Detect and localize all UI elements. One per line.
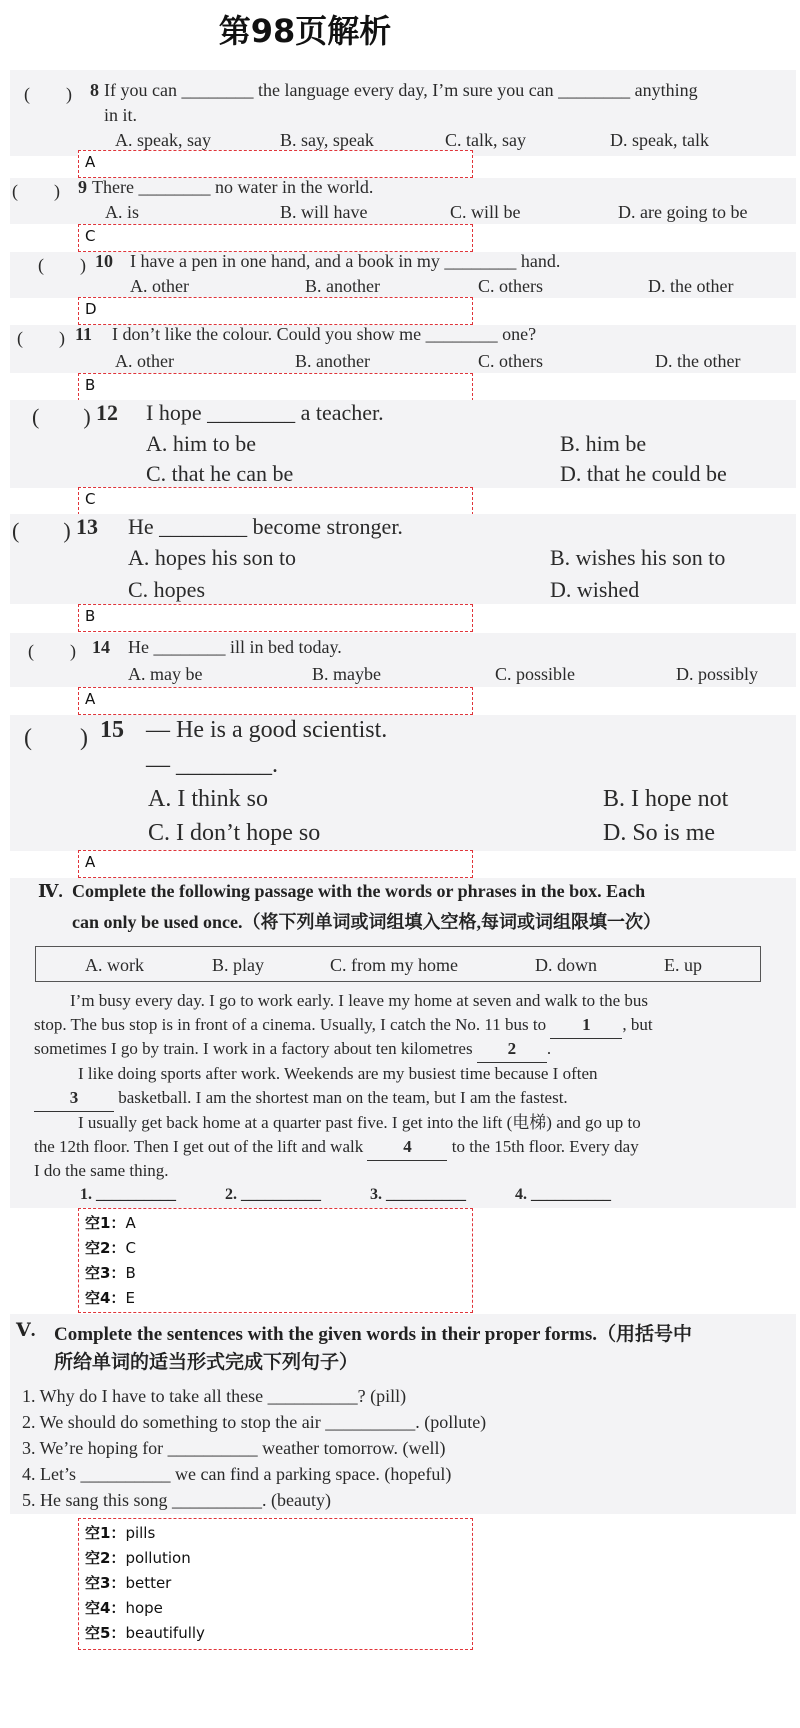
question-12-bracket: ( ) <box>32 404 91 429</box>
answer-8: A <box>85 153 96 171</box>
word-box-option-e: E. up <box>664 955 702 975</box>
answer-label: 空5： <box>85 1624 126 1642</box>
question-8-stem-cont: in it. <box>104 105 138 125</box>
section-4-heading-cont: can only be used once.（将下列单词或词组填入空格,每词或词组限填一次） <box>72 912 662 932</box>
sentence-4: 4. Let’s __________ we can find a parking space. (hopeful) <box>22 1464 452 1484</box>
question-12-option-a: A. him to be <box>146 431 256 456</box>
question-9-stem: There ________ no water in the world. <box>92 177 374 197</box>
passage-line-3-text: sometimes I go by train. I work in a factory about ten kilometres <box>34 1039 473 1058</box>
passage-line-1: I’m busy every day. I go to work early. I leave my home at seven and walk to the bus <box>70 991 648 1010</box>
question-12-option-c: C. that he can be <box>146 461 294 486</box>
answer-value: pills <box>125 1524 156 1542</box>
question-12-stem: I hope ________ a teacher. <box>146 400 384 425</box>
question-8-option-c: C. talk, say <box>445 130 526 150</box>
sentence-5: 5. He sang this song __________. (beauty) <box>22 1490 331 1510</box>
question-13-bracket: ( ) <box>12 518 71 543</box>
question-11-number: 11 <box>75 324 93 344</box>
answer-label: 空3： <box>85 1264 126 1282</box>
word-box-option-d: D. down <box>535 955 597 975</box>
question-11-option-b: B. another <box>295 351 370 371</box>
question-15-number: 15 <box>100 717 124 743</box>
answer-11: B <box>85 376 96 394</box>
answer-15: A <box>85 853 96 871</box>
answer-value: C <box>125 1239 136 1257</box>
passage-line-7 <box>34 1135 639 1161</box>
question-12-number: 12 <box>96 400 118 425</box>
passage-line-2 <box>34 1013 653 1039</box>
question-15-option-d: D. So is me <box>603 820 716 846</box>
passage-blank-4: 4 <box>367 1135 447 1161</box>
section-5-heading-cont: 所给单词的适当形式完成下列句子） <box>54 1352 359 1373</box>
word-box-option-c: C. from my home <box>330 955 458 975</box>
question-11-bracket: ( ) <box>17 328 65 348</box>
question-12-option-d: D. that he could be <box>560 461 727 486</box>
section-4-heading: Complete the following passage with the words or phrases in the box. Each <box>72 881 646 901</box>
question-13-option-d: D. wished <box>550 577 640 602</box>
passage-blank-3: 3 <box>34 1086 114 1112</box>
word-box-option-a: A. work <box>85 955 144 975</box>
answer-row <box>85 1521 466 1546</box>
answer-row <box>85 1621 466 1646</box>
answer-box-15 <box>78 850 473 878</box>
answer-value: pollution <box>125 1549 191 1567</box>
question-15-option-a: A. I think so <box>148 786 268 812</box>
fill-label-1: 1. __________ <box>80 1186 176 1203</box>
passage-line-7-end: to the 15th floor. Every day <box>451 1137 639 1156</box>
question-8-option-a: A. speak, say <box>115 130 211 150</box>
answer-label: 空2： <box>85 1239 126 1257</box>
question-14-option-d: D. possibly <box>676 664 759 684</box>
question-15-stem-cont: — ________. <box>146 752 278 778</box>
question-13-option-a: A. hopes his son to <box>128 545 297 570</box>
passage-line-4: I like doing sports after work. Weekends are my busiest time because I often <box>78 1064 598 1083</box>
passage-blank-2: 2 <box>477 1037 547 1063</box>
question-15-stem: — He is a good scientist. <box>146 717 388 743</box>
section-4-number: Ⅳ. <box>38 881 63 901</box>
question-11-option-a: A. other <box>115 351 174 371</box>
question-12-option-b: B. him be <box>560 431 647 456</box>
passage-line-5 <box>34 1086 568 1112</box>
question-8-option-b: B. say, speak <box>280 130 374 150</box>
question-8-bracket: ( ) <box>24 84 72 104</box>
answer-13: B <box>85 607 96 625</box>
answer-label: 空1： <box>85 1214 126 1232</box>
passage-line-3-end: . <box>546 1039 552 1058</box>
answer-10: D <box>85 300 97 318</box>
question-9-number: 9 <box>78 177 87 197</box>
answer-row <box>85 1546 466 1571</box>
answer-label: 空3： <box>85 1574 126 1592</box>
question-9-option-b: B. will have <box>280 202 368 222</box>
question-13-number: 13 <box>76 514 98 539</box>
answer-box-11 <box>78 373 473 401</box>
fill-label-2: 2. __________ <box>225 1186 321 1203</box>
answer-9: C <box>85 227 96 245</box>
question-10-option-a: A. other <box>130 276 189 296</box>
question-8-option-d: D. speak, talk <box>610 130 709 150</box>
passage-line-2-text: stop. The bus stop is in front of a cinema. Usually, I catch the No. 11 bus to <box>34 1015 547 1034</box>
question-13-option-b: B. wishes his son to <box>550 545 726 570</box>
question-11-option-c: C. others <box>478 351 543 371</box>
answer-box-section-5 <box>78 1518 473 1650</box>
answer-value: beautifully <box>125 1624 205 1642</box>
question-14-option-a: A. may be <box>128 664 203 684</box>
sentence-1: 1. Why do I have to take all these __________? (pill) <box>22 1386 407 1406</box>
question-14-option-c: C. possible <box>495 664 576 684</box>
passage-line-7-text: the 12th floor. Then I get out of the lift and walk <box>34 1137 364 1156</box>
passage-line-2-end: , but <box>622 1015 653 1034</box>
page-title: 第98页解析 <box>218 12 392 50</box>
answer-label: 空1： <box>85 1524 126 1542</box>
answer-row <box>85 1261 466 1286</box>
answer-box-section-4 <box>78 1208 473 1313</box>
question-14-number: 14 <box>92 637 110 657</box>
question-9-option-c: C. will be <box>450 202 521 222</box>
question-13-stem: He ________ become stronger. <box>128 514 403 539</box>
question-10-option-d: D. the other <box>648 276 734 296</box>
passage-line-6: I usually get back home at a quarter past five. I get into the lift (电梯) and go up to <box>78 1113 641 1132</box>
passage-line-3 <box>34 1037 551 1063</box>
sentence-3: 3. We’re hoping for __________ weather tomorrow. (well) <box>22 1438 446 1458</box>
answer-box-9 <box>78 224 473 252</box>
answer-label: 空2： <box>85 1549 126 1567</box>
answer-14: A <box>85 690 96 708</box>
section-5-heading: Complete the sentences with the given words in their proper forms.（用括号中 <box>54 1324 693 1345</box>
question-10-stem: I have a pen in one hand, and a book in my ________ hand. <box>130 251 561 271</box>
question-13-option-c: C. hopes <box>128 577 205 602</box>
answer-row <box>85 1211 466 1236</box>
answer-value: E <box>125 1289 135 1307</box>
question-9-bracket: ( ) <box>12 181 60 201</box>
fill-label-4: 4. __________ <box>515 1186 611 1203</box>
section-5-number: Ⅴ. <box>16 1320 36 1341</box>
question-10-bracket: ( ) <box>38 255 86 275</box>
question-15-option-b: B. I hope not <box>603 786 729 812</box>
answer-row <box>85 1286 466 1311</box>
answer-box-10 <box>78 297 473 325</box>
question-8-stem: If you can ________ the language every day, I’m sure you can ________ anything <box>104 80 698 100</box>
question-9-option-d: D. are going to be <box>618 202 748 222</box>
question-10-option-c: C. others <box>478 276 543 296</box>
answer-value: better <box>125 1574 172 1592</box>
answer-row <box>85 1236 466 1261</box>
answer-row <box>85 1571 466 1596</box>
question-11-option-d: D. the other <box>655 351 741 371</box>
answer-row <box>85 1596 466 1621</box>
answer-value: B <box>125 1264 136 1282</box>
question-10-option-b: B. another <box>305 276 380 296</box>
question-10-number: 10 <box>95 251 113 271</box>
sentence-2: 2. We should do something to stop the air __________. (pollute) <box>22 1412 487 1432</box>
passage-line-5-text: basketball. I am the shortest man on the team, but I am the fastest. <box>118 1088 568 1107</box>
question-14-option-b: B. maybe <box>312 664 381 684</box>
question-15-option-c: C. I don’t hope so <box>148 820 321 846</box>
answer-box-14 <box>78 687 473 715</box>
question-14-bracket: ( ) <box>28 641 76 661</box>
question-15-bracket: ( ) <box>24 725 88 751</box>
passage-line-8: I do the same thing. <box>34 1161 169 1180</box>
answer-12: C <box>85 490 96 508</box>
answer-label: 空4： <box>85 1599 126 1617</box>
question-14-stem: He ________ ill in bed today. <box>128 637 342 657</box>
word-box-option-b: B. play <box>212 955 264 975</box>
passage-blank-1: 1 <box>550 1013 622 1039</box>
answer-value: A <box>125 1214 136 1232</box>
answer-value: hope <box>125 1599 163 1617</box>
question-8-number: 8 <box>90 80 99 100</box>
question-11-stem: I don’t like the colour. Could you show me ________ one? <box>112 324 537 344</box>
fill-label-3: 3. __________ <box>370 1186 466 1203</box>
answer-box-8 <box>78 150 473 178</box>
answer-box-12 <box>78 487 473 515</box>
answer-box-13 <box>78 604 473 632</box>
answer-label: 空4： <box>85 1289 126 1307</box>
question-9-option-a: A. is <box>105 202 140 222</box>
